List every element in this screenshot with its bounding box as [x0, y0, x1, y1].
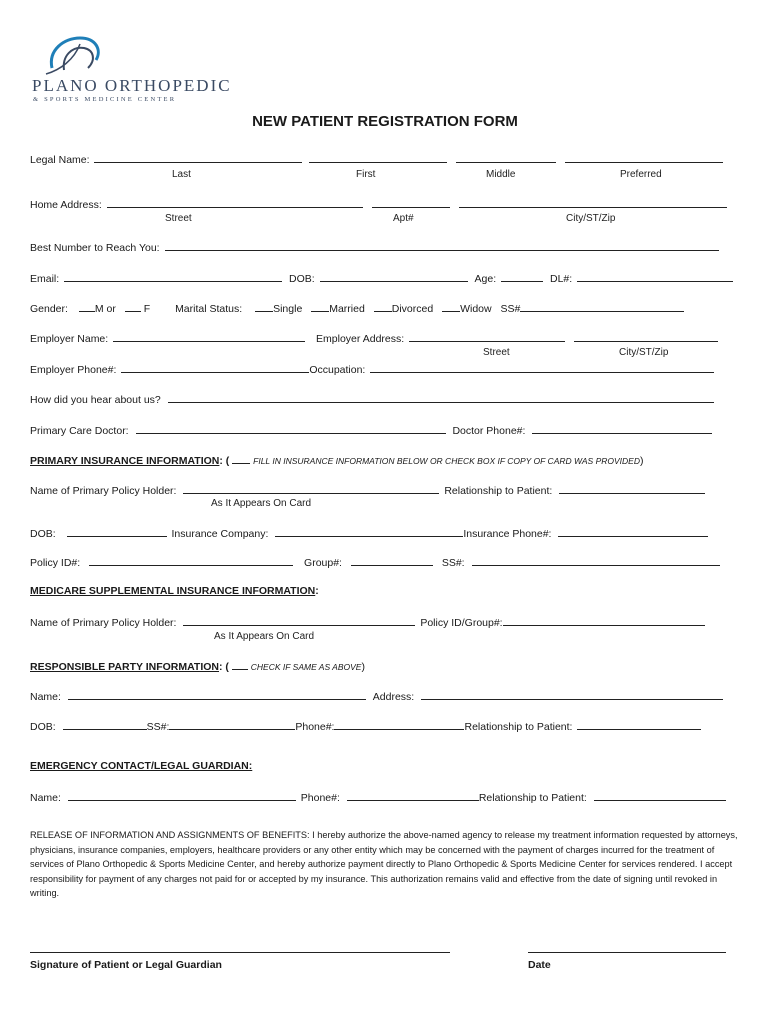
home-address-label: Home Address:	[30, 199, 102, 211]
medicare-title: MEDICARE SUPPLEMENTAL INSURANCE INFORMATION	[30, 585, 316, 597]
middle-name-field[interactable]	[456, 152, 556, 163]
sub-apt: Apt#	[393, 213, 414, 224]
insurance-phone-field[interactable]	[558, 526, 708, 537]
policy-id-field[interactable]	[89, 555, 293, 566]
responsible-phone-label: Phone#:	[295, 721, 335, 733]
dl-label: DL#:	[550, 273, 573, 285]
logo-name: PLANO ORTHOPEDIC	[32, 76, 232, 95]
sub-preferred: Preferred	[620, 169, 662, 180]
dob-label: DOB:	[289, 273, 315, 285]
primary-as-on-card: As It Appears On Card	[211, 498, 312, 509]
primary-holder-row	[30, 483, 705, 497]
widow-label: Widow	[460, 303, 492, 315]
gender-row	[30, 301, 684, 315]
employer-phone-row	[30, 362, 714, 376]
emergency-row	[30, 790, 726, 804]
sub-street: Street	[165, 213, 192, 224]
home-address-row	[30, 197, 727, 211]
widow-field[interactable]	[442, 301, 460, 312]
single-label: Single	[273, 303, 303, 315]
date-line[interactable]	[528, 952, 726, 953]
medicare-holder-row	[30, 615, 705, 629]
responsible-dob-field[interactable]	[63, 719, 147, 730]
responsible-paren-open: : (	[219, 661, 229, 673]
divorced-label: Divorced	[391, 303, 434, 315]
responsible-name-field[interactable]	[68, 689, 366, 700]
group-field[interactable]	[351, 555, 433, 566]
legal-name-label: Legal Name:	[30, 154, 90, 166]
hear-field[interactable]	[168, 392, 714, 403]
first-name-field[interactable]	[309, 152, 447, 163]
occupation-label: Occupation:	[309, 364, 366, 376]
primary-insurance-note: FILL IN INSURANCE INFORMATION BELOW OR CHECK BOX IF COPY OF CARD WAS PROVIDED	[253, 456, 640, 466]
responsible-relationship-field[interactable]	[577, 719, 701, 730]
emergency-relationship-label: Relationship to Patient:	[478, 792, 587, 804]
employer-phone-field[interactable]	[121, 362, 309, 373]
occupation-field[interactable]	[370, 362, 714, 373]
responsible-phone-field[interactable]	[334, 719, 464, 730]
legal-name-row	[30, 152, 723, 166]
card-copy-checkbox[interactable]	[232, 453, 250, 464]
single-field[interactable]	[255, 301, 273, 312]
emergency-phone-field[interactable]	[347, 790, 479, 801]
employer-city-field[interactable]	[574, 331, 718, 342]
sub-last: Last	[172, 169, 191, 180]
doctor-row	[30, 423, 712, 437]
married-field[interactable]	[311, 301, 329, 312]
best-number-label: Best Number to Reach You:	[30, 242, 160, 254]
employer-row	[30, 331, 718, 345]
ss-label: SS#	[500, 303, 521, 315]
insurance-phone-label: Insurance Phone#:	[463, 528, 552, 540]
policy-id-label: Policy ID#:	[30, 557, 81, 569]
emergency-relationship-field[interactable]	[594, 790, 726, 801]
signature-line[interactable]	[30, 952, 450, 953]
pcp-field[interactable]	[136, 423, 446, 434]
responsible-ss-label: SS#:	[146, 721, 170, 733]
apt-field[interactable]	[372, 197, 450, 208]
responsible-address-label: Address:	[372, 691, 415, 703]
primary-holder-field[interactable]	[183, 483, 439, 494]
female-label: F	[143, 303, 151, 315]
preferred-name-field[interactable]	[565, 152, 723, 163]
gender-label: Gender:	[30, 303, 68, 315]
hear-label: How did you hear about us?	[30, 394, 161, 406]
paren-open: : (	[219, 455, 230, 467]
paren-close: )	[639, 455, 644, 467]
medicare-colon: :	[315, 585, 319, 597]
insurance-company-field[interactable]	[275, 526, 463, 537]
release-paragraph: RELEASE OF INFORMATION AND ASSIGNMENTS OF BENEFITS: I hereby authorize the above-named agency to release my treatment information requested by attorneys, physicians, insurance companies, employers, healthcare providers or any other entity which may be concerned with the payment of charges incurred for the treatment of services of Plano Orthopedic & Sports Medicine Center, and hereby authorize payment directly to Plano Orthopedic & Sports Medicine Center for services rendered. I accept responsibility for payment of any charges not paid for or accepted by my insurance. This authorization remains valid and effective from the date of signing until revoked in writing.	[30, 830, 738, 898]
form-title: NEW PATIENT REGISTRATION FORM	[252, 113, 518, 130]
email-row	[30, 271, 733, 285]
male-label: M or	[94, 303, 116, 315]
responsible-note: CHECK IF SAME AS ABOVE	[250, 662, 362, 672]
male-field[interactable]	[79, 301, 95, 312]
hear-row	[30, 392, 714, 406]
last-name-field[interactable]	[94, 152, 302, 163]
responsible-dob-row	[30, 719, 701, 733]
same-as-above-checkbox[interactable]	[232, 659, 248, 670]
sub-employer-city: City/ST/Zip	[619, 347, 669, 358]
female-field[interactable]	[125, 301, 141, 312]
policy-row	[30, 555, 720, 569]
medicare-heading	[30, 585, 319, 597]
primary-relationship-field[interactable]	[559, 483, 705, 494]
responsible-title: RESPONSIBLE PARTY INFORMATION	[30, 661, 220, 673]
responsible-paren-close: )	[361, 661, 365, 673]
logo-swoosh-icon	[40, 30, 110, 80]
responsible-heading	[30, 659, 365, 673]
pcp-label: Primary Care Doctor:	[30, 425, 129, 437]
emergency-name-field[interactable]	[68, 790, 296, 801]
primary-insurance-heading	[30, 453, 643, 467]
ss-field[interactable]	[520, 301, 684, 312]
primary-relationship-label: Relationship to Patient:	[444, 485, 553, 497]
city-st-zip-field[interactable]	[459, 197, 727, 208]
emergency-name-label: Name:	[30, 792, 61, 804]
sub-middle: Middle	[486, 169, 516, 180]
medicare-policy-field[interactable]	[503, 615, 705, 626]
primary-holder-label: Name of Primary Policy Holder:	[30, 485, 177, 497]
responsible-relationship-label: Relationship to Patient:	[464, 721, 573, 733]
signature-label: Signature of Patient or Legal Guardian	[30, 959, 222, 971]
primary-dob-field[interactable]	[67, 526, 167, 537]
best-number-field[interactable]	[165, 240, 719, 251]
doctor-phone-label: Doctor Phone#:	[452, 425, 526, 437]
sub-city: City/ST/Zip	[566, 213, 616, 224]
email-field[interactable]	[64, 271, 282, 282]
emergency-heading: EMERGENCY CONTACT/LEGAL GUARDIAN:	[30, 760, 253, 772]
age-label: Age:	[474, 273, 497, 285]
medicare-holder-label: Name of Primary Policy Holder:	[30, 617, 177, 629]
primary-insurance-title: PRIMARY INSURANCE INFORMATION	[30, 455, 220, 467]
date-label: Date	[528, 959, 551, 971]
employer-street-field[interactable]	[409, 331, 565, 342]
doctor-phone-field[interactable]	[532, 423, 712, 434]
policy-ss-label: SS#:	[441, 557, 465, 569]
marital-label: Marital Status:	[175, 303, 243, 315]
email-label: Email:	[30, 273, 60, 285]
sub-employer-street: Street	[483, 347, 510, 358]
insurance-company-label: Insurance Company:	[171, 528, 269, 540]
responsible-dob-label: DOB:	[30, 721, 56, 733]
dob-field[interactable]	[320, 271, 468, 282]
medicare-holder-field[interactable]	[183, 615, 415, 626]
responsible-address-field[interactable]	[421, 689, 723, 700]
responsible-name-label: Name:	[30, 691, 61, 703]
employer-name-label: Employer Name:	[30, 333, 109, 345]
divorced-field[interactable]	[374, 301, 392, 312]
responsible-ss-field[interactable]	[169, 719, 295, 730]
best-number-row	[30, 240, 719, 254]
responsible-name-row	[30, 689, 723, 703]
employer-address-label: Employer Address:	[316, 333, 405, 345]
married-label: Married	[329, 303, 365, 315]
primary-dob-row	[30, 526, 708, 540]
emergency-phone-label: Phone#:	[300, 792, 340, 804]
medicare-policy-label: Policy ID/Group#:	[420, 617, 503, 629]
employer-phone-label: Employer Phone#:	[30, 364, 117, 376]
medicare-as-on-card: As It Appears On Card	[214, 631, 315, 642]
sub-first: First	[356, 169, 376, 180]
street-field[interactable]	[107, 197, 363, 208]
primary-dob-label: DOB:	[30, 528, 56, 540]
employer-name-field[interactable]	[113, 331, 305, 342]
group-label: Group#:	[304, 557, 342, 569]
policy-ss-field[interactable]	[472, 555, 720, 566]
dl-field[interactable]	[577, 271, 733, 282]
logo-tagline: & SPORTS MEDICINE CENTER	[33, 96, 177, 103]
age-field[interactable]	[501, 271, 543, 282]
